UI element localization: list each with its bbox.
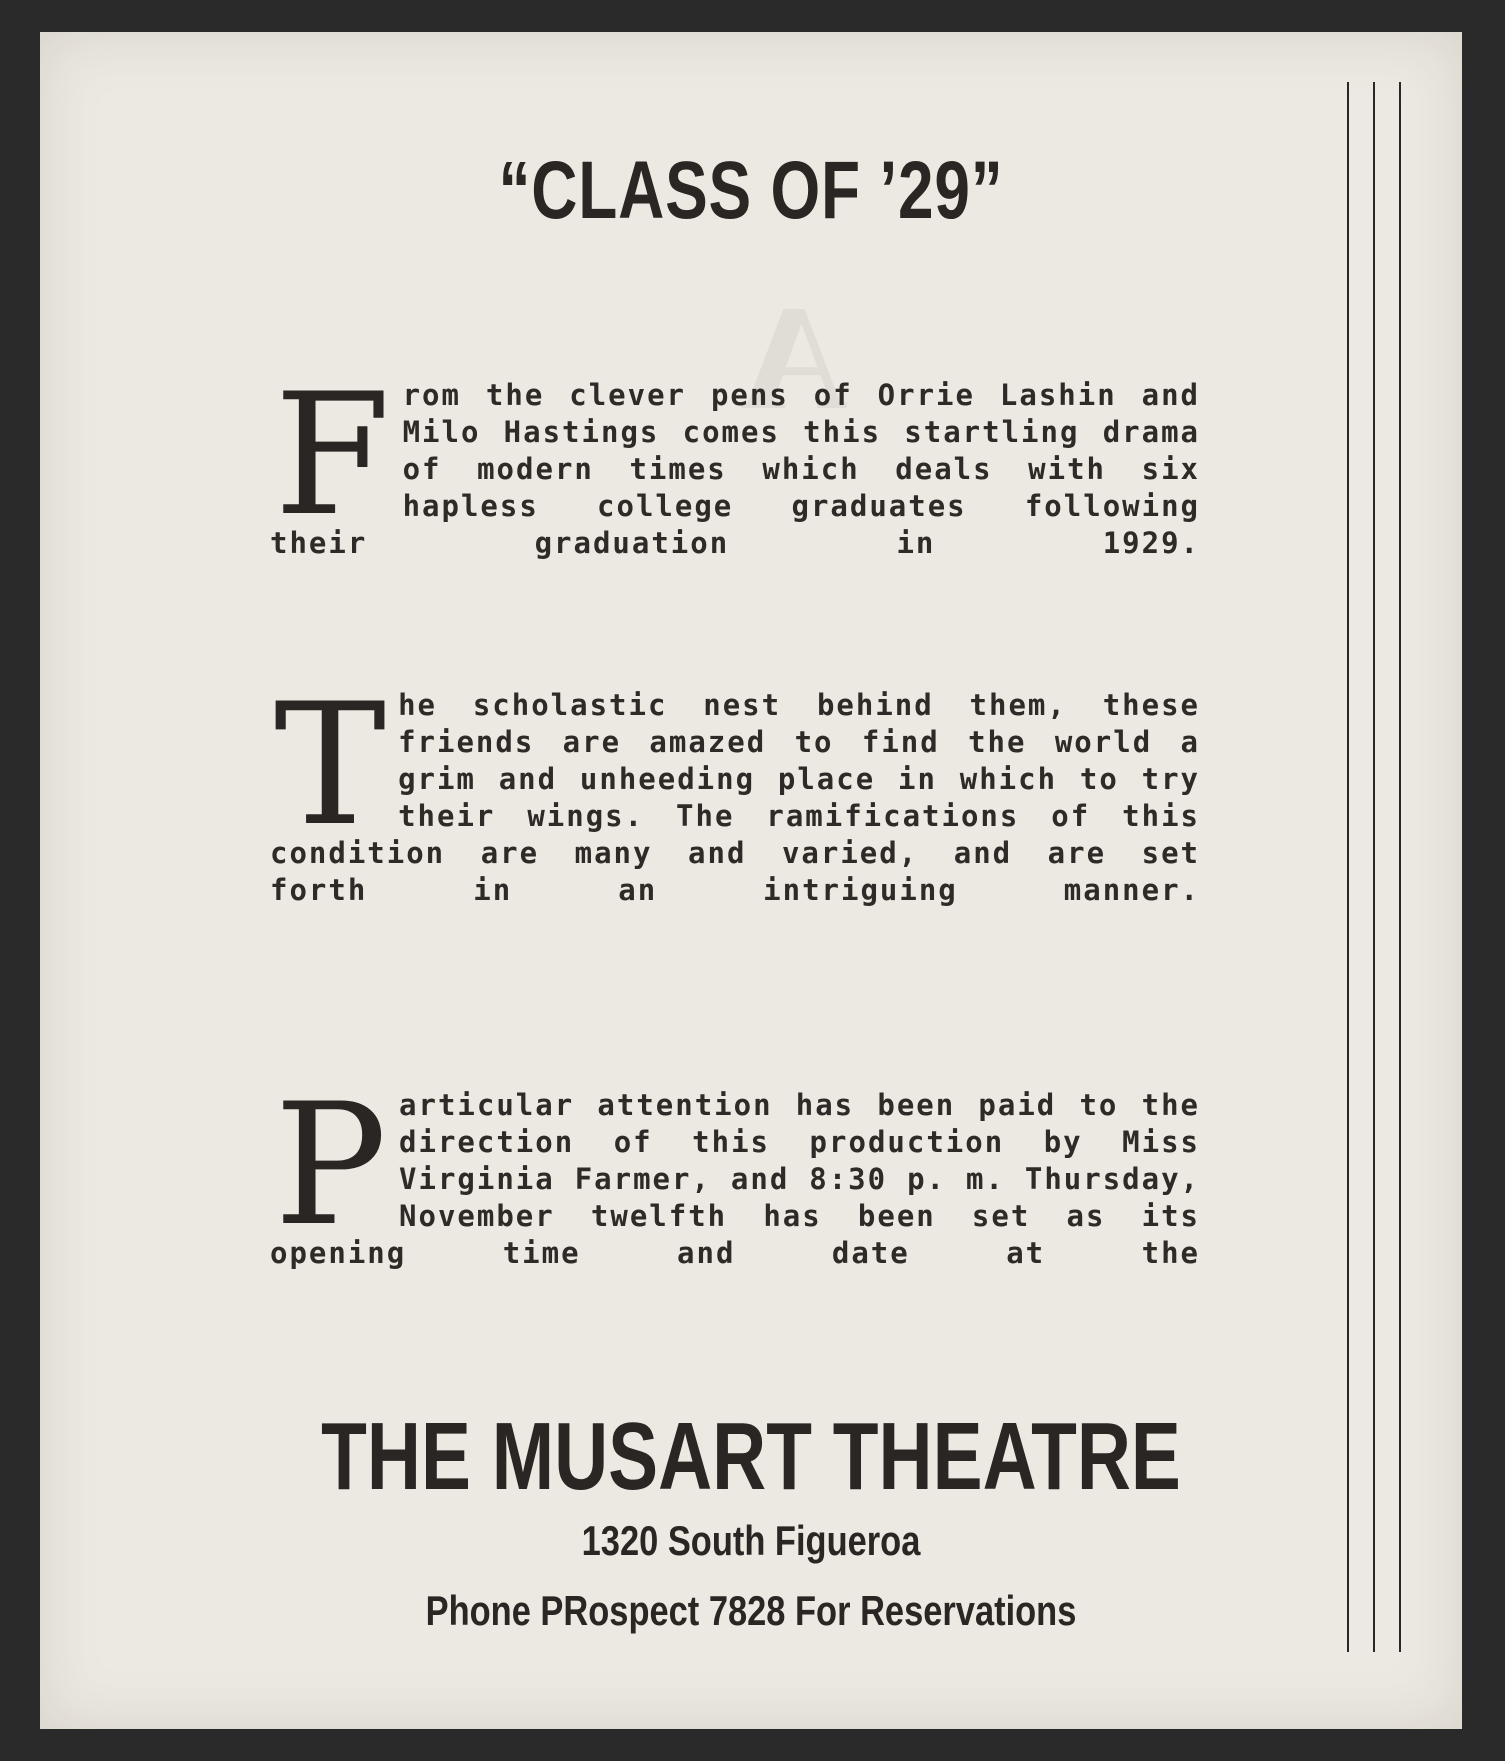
page-title: “CLASS OF ’29” <box>498 145 1004 236</box>
flyer-sheet <box>40 32 1462 1729</box>
theatre-address: 1320 South Figueroa <box>581 1517 921 1564</box>
vertical-rule <box>1347 82 1349 1652</box>
vertical-rule <box>1399 82 1401 1652</box>
show-through-text <box>860 912 880 1003</box>
theatre-name: THE MUSART THEATRE <box>321 1403 1181 1510</box>
paragraph-text: articular attention has been paid to the direction of this production by Miss Virginia Farmer, and 8:30 p. m. Thursday, November twelfth has been set as its opening time and date at the <box>270 1088 1200 1270</box>
reservation-phone: Phone PRospect 7828 For Reservations <box>425 1587 1077 1634</box>
paragraph-text: rom the clever pens of Orrie Lashin and Milo Hastings comes this startling drama of modern times which deals with six hapless college graduates following their graduation in 1929. <box>270 378 1200 560</box>
drop-cap: P <box>274 1067 390 1263</box>
drop-cap: T <box>274 667 389 863</box>
paragraph-2 <box>270 667 1200 909</box>
paragraph-text: he scholastic nest behind them, these friends are amazed to find the world a grim and unheeding place in which to try their wings. The ramifications of this condition are many and varied, and are set forth in an intriguing manner. <box>270 688 1200 907</box>
drop-cap: F <box>274 357 393 553</box>
vertical-rule <box>1373 82 1375 1652</box>
show-through-text: A <box>740 275 849 441</box>
paragraph-3 <box>270 1067 1200 1272</box>
paragraph-1 <box>270 357 1200 562</box>
